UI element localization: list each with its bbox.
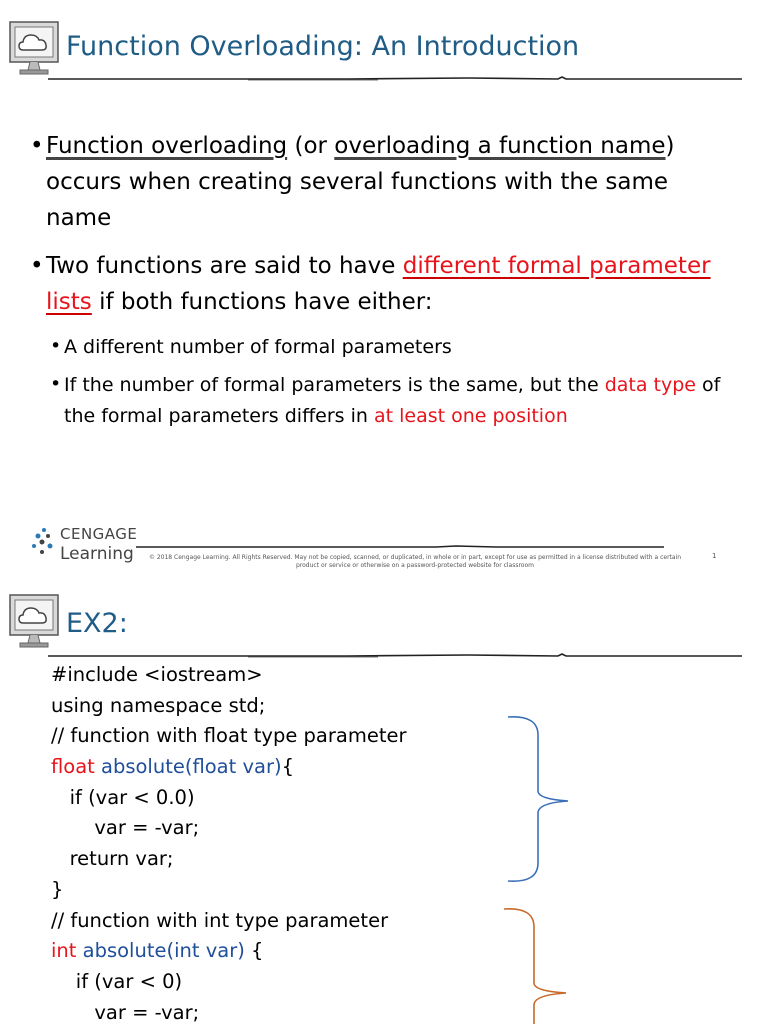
bullet-text: Function overloading (or overloading a function name) occurs when creating several functions with the same name	[46, 133, 675, 231]
title-divider	[48, 74, 742, 84]
code-line	[51, 875, 406, 906]
bullet-dot-icon: •	[30, 133, 44, 159]
bullet-dot-icon: •	[30, 253, 44, 279]
cengage-dots-icon	[30, 526, 56, 564]
code-token: // function with float type parameter	[51, 724, 407, 748]
code-line	[51, 967, 406, 998]
bullet-text: If the number of formal parameters is the same, but the data type of the formal parameters differs in at least one position	[64, 374, 721, 427]
code-line	[51, 660, 406, 691]
copyright-text: © 2018 Cengage Learning. All Rights Reserved. May not be copied, scanned, or duplicated, in whole or in part, except for use as permitted in a license distributed with a certain product or service or otherwise on a password-protected website for classroom	[148, 554, 682, 569]
bullet-item	[30, 128, 730, 236]
sub-bullet-item: • A different number of formal parameters	[30, 332, 730, 363]
code-token: if (var < 0)	[51, 969, 183, 993]
code-block	[51, 660, 406, 1024]
code-token: float	[51, 755, 95, 779]
code-token: absolute(int var)	[76, 939, 245, 963]
code-token: #include <iostream>	[51, 663, 263, 686]
code-token: }	[51, 877, 64, 901]
code-token: int	[51, 939, 77, 963]
code-token: var = -var;	[51, 1000, 200, 1024]
bullet-list	[30, 128, 730, 439]
orange-brace-icon	[496, 905, 576, 1024]
slide-title: EX2:	[66, 608, 128, 639]
bullet-dot-icon: •	[50, 373, 62, 395]
sub-bullet-item	[30, 370, 730, 432]
bullet-text: Two functions are said to have different formal parameter lists if both functions have either:	[46, 253, 711, 315]
code-token: using namespace std;	[51, 693, 266, 717]
footer-divider	[136, 543, 664, 551]
code-line	[51, 752, 406, 783]
code-token: {	[244, 939, 264, 963]
bullet-dot-icon: •	[50, 335, 62, 357]
code-token: {	[281, 755, 294, 779]
page-number: 1	[712, 552, 717, 560]
blue-brace-icon	[500, 713, 575, 888]
bullet-item	[30, 248, 730, 320]
code-token: absolute(float var)	[94, 755, 282, 779]
code-line	[51, 813, 406, 844]
code-line	[51, 691, 406, 722]
code-line	[51, 906, 406, 937]
code-token: if (var < 0.0)	[51, 785, 195, 809]
code-line	[51, 936, 406, 967]
computer-cloud-icon	[8, 593, 60, 653]
code-token: // function with int type parameter	[51, 908, 389, 932]
code-token: var = -var;	[51, 816, 200, 840]
code-token: return var;	[51, 847, 174, 871]
code-line	[51, 721, 406, 752]
cengage-logo: CENGAGE Learning	[30, 524, 140, 568]
code-line	[51, 783, 406, 814]
code-line	[51, 844, 406, 875]
code-line	[51, 998, 406, 1024]
slide-2	[0, 578, 768, 1024]
slide-title: Function Overloading: An Introduction	[66, 31, 580, 62]
computer-cloud-icon	[8, 20, 60, 80]
